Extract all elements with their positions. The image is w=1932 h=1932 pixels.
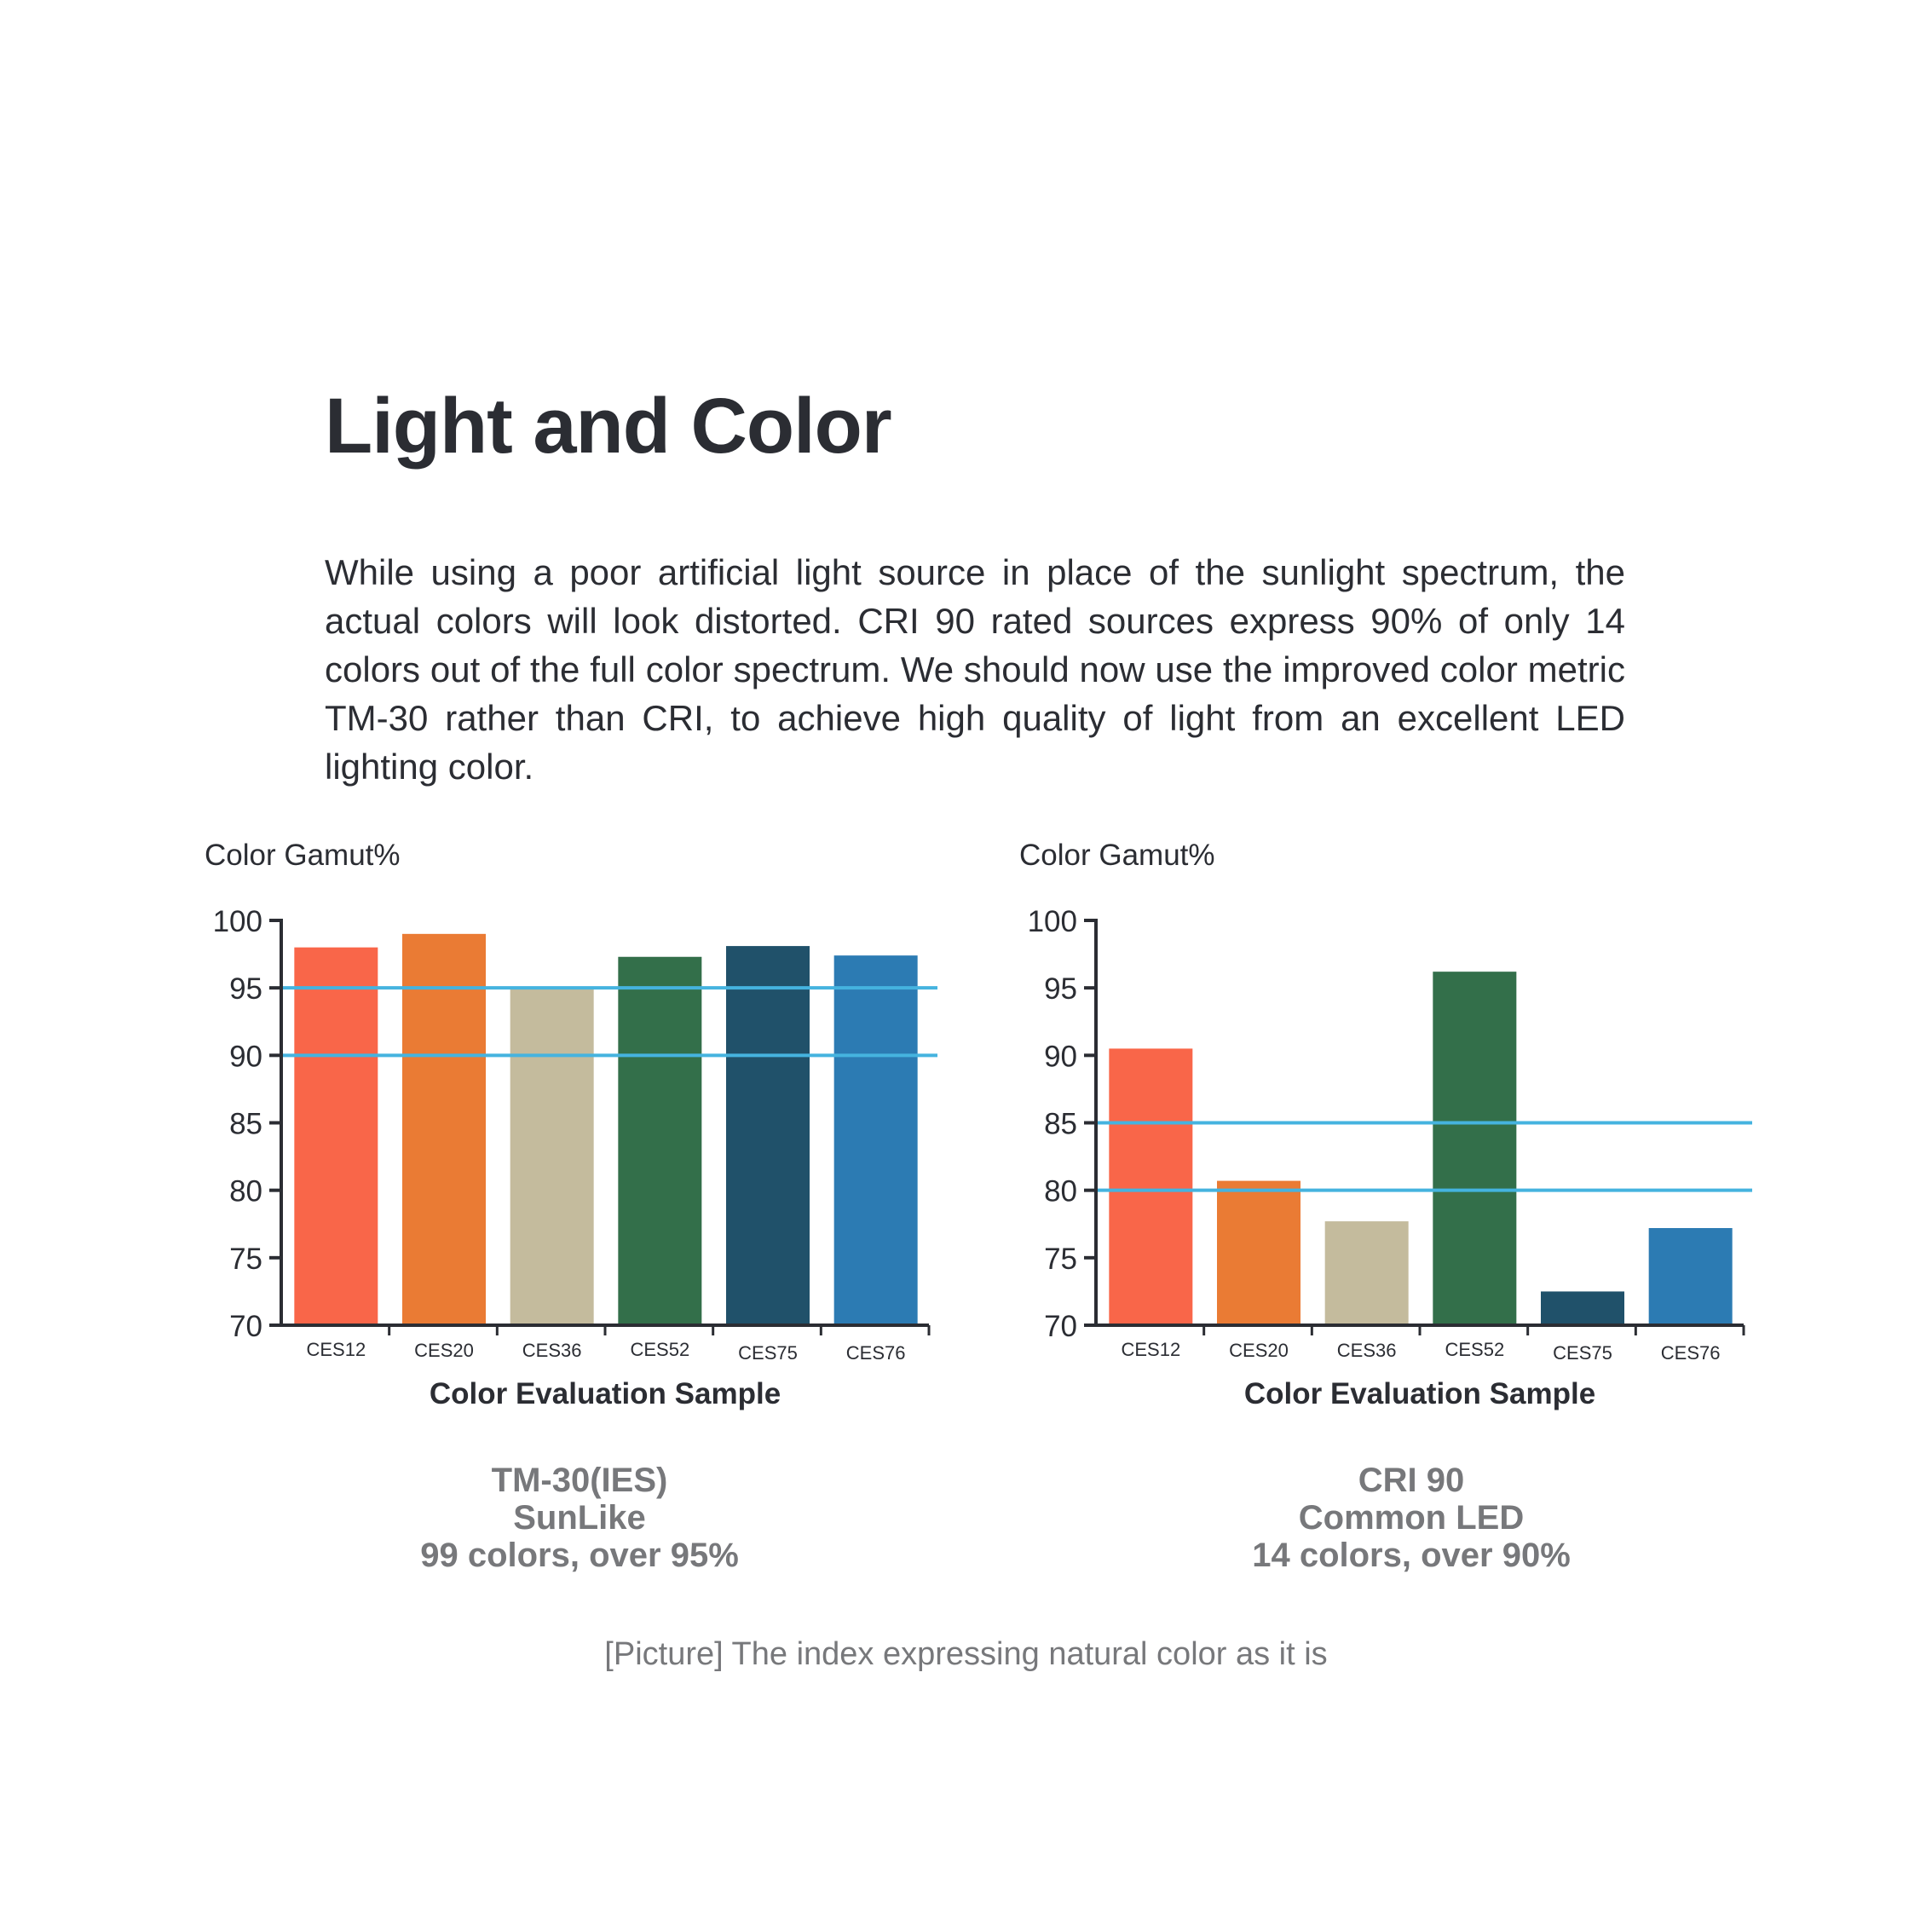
tm30-xtick-label-ces76: CES76	[845, 1342, 906, 1364]
cri90-xtick-label-ces20: CES20	[1229, 1340, 1289, 1361]
caption-cri90-line-2: Common LED	[1298, 1499, 1525, 1537]
cri90-ytick-label-70: 70	[1044, 1310, 1077, 1343]
cri90-ylabel: Color Gamut%	[1019, 839, 1215, 872]
cri90-ytick-label-75: 75	[1044, 1242, 1077, 1276]
cri90-ytick-label-95: 95	[1044, 972, 1077, 1006]
tm30-bar-ces12	[294, 948, 378, 1325]
cri90-ytick-label-80: 80	[1044, 1174, 1077, 1208]
tm30-xlabel: Color Evaluation Sample	[429, 1377, 781, 1410]
caption-tm30	[281, 1462, 878, 1574]
caption-tm30-line-2: SunLike	[513, 1499, 646, 1537]
cri90-bar-ces52	[1433, 972, 1516, 1325]
figure-caption: [Picture] The index expressing natural color as it is	[604, 1636, 1328, 1672]
chart-cri90-svg	[1002, 831, 1854, 1436]
tm30-bar-ces52	[618, 957, 701, 1325]
tm30-xtick-label-ces36: CES36	[522, 1340, 582, 1361]
tm30-ytick-label-90: 90	[229, 1040, 262, 1074]
cri90-xlabel: Color Evaluation Sample	[1243, 1377, 1596, 1410]
cri90-ytick-label-85: 85	[1044, 1107, 1077, 1141]
intro-paragraph: While using a poor artificial light source in place of the sunlight spectrum, the actual colors will look distorted. CRI 90 rated sources express 90% of only 14 colors out of the full color spectrum. We should now use the improved color metric TM-30 rather than CRI, to achieve high quality of light from an excellent LED lighting color.	[325, 552, 1625, 787]
caption-cri90-line-3: 14 colors, over 90%	[1252, 1537, 1571, 1574]
chart-tm30	[187, 831, 1040, 1436]
cri90-bar-ces36	[1325, 1221, 1409, 1325]
cri90-xtick-label-ces75: CES75	[1553, 1342, 1612, 1364]
cri90-ytick-label-90: 90	[1044, 1040, 1077, 1074]
tm30-xtick-label-ces12: CES12	[306, 1339, 366, 1360]
caption-tm30-line-3: 99 colors, over 95%	[420, 1537, 739, 1574]
cri90-ytick-label-100: 100	[1027, 905, 1077, 938]
caption-tm30-line-1: TM-30(IES)	[491, 1462, 668, 1499]
page-title: Light and Color	[325, 383, 891, 470]
cri90-bar-ces20	[1217, 1181, 1300, 1325]
cri90-xtick-label-ces76: CES76	[1660, 1342, 1721, 1364]
caption-cri90	[1113, 1462, 1710, 1574]
tm30-xtick-label-ces75: CES75	[738, 1342, 798, 1364]
tm30-ytick-label-100: 100	[212, 905, 262, 938]
tm30-bar-ces36	[510, 988, 594, 1325]
cri90-xtick-label-ces12: CES12	[1121, 1339, 1181, 1360]
tm30-xtick-label-ces20: CES20	[414, 1340, 474, 1361]
chart-tm30-svg	[187, 831, 1040, 1436]
cri90-bar-ces76	[1649, 1228, 1733, 1325]
chart-cri90	[1002, 831, 1854, 1436]
caption-cri90-line-1: CRI 90	[1358, 1462, 1465, 1499]
cri90-bar-ces75	[1541, 1291, 1624, 1325]
tm30-bar-ces20	[402, 934, 486, 1325]
tm30-ytick-label-75: 75	[229, 1242, 262, 1276]
tm30-ytick-label-70: 70	[229, 1310, 262, 1343]
tm30-ytick-label-95: 95	[229, 972, 262, 1006]
tm30-ylabel: Color Gamut%	[205, 839, 401, 872]
cri90-xtick-label-ces36: CES36	[1336, 1340, 1397, 1361]
tm30-ytick-label-85: 85	[229, 1107, 262, 1141]
cri90-bar-ces12	[1109, 1048, 1192, 1325]
tm30-bar-ces76	[834, 955, 918, 1325]
tm30-bar-ces75	[726, 946, 810, 1325]
cri90-xtick-label-ces52: CES52	[1445, 1339, 1505, 1360]
tm30-xtick-label-ces52: CES52	[630, 1339, 690, 1360]
tm30-ytick-label-80: 80	[229, 1174, 262, 1208]
